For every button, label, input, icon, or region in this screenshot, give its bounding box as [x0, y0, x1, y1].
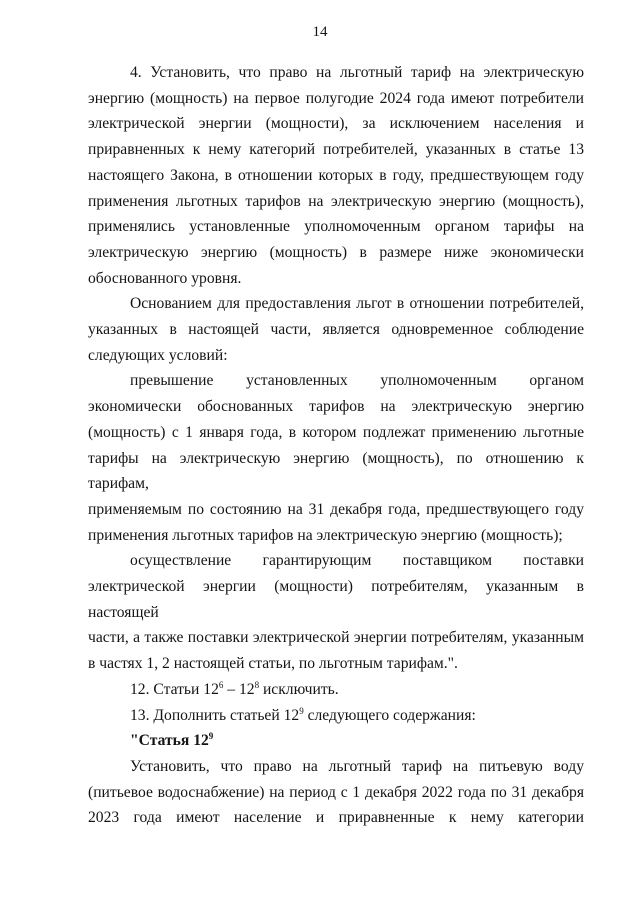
text-line: тарифы на электрическую энергию (мощность), по отношению к тарифам,: [88, 449, 584, 493]
document-body: [88, 60, 584, 831]
text-segment: "Статья 12: [130, 732, 209, 750]
text-line: электрическую энергию (мощность) в размере ниже экономически: [88, 243, 584, 261]
superscript: 6: [218, 679, 224, 690]
text-line: электрической энергии (мощности) потребителям, указанным в настоящей: [88, 578, 584, 621]
text-line: Основанием для предоставления льгот в отношении потребителей,: [130, 295, 584, 313]
text-line: настоящего Закона, в отношении которых в году, предшествующем году: [88, 166, 584, 184]
text-line: обоснованного уровня.: [88, 269, 242, 287]
paragraph-condition-2: [88, 548, 584, 677]
text-line: энергию (мощность) на первое полугодие 2024 года имеют потребители: [88, 89, 584, 107]
text-line: применялись установленные уполномоченным органом тарифы на: [88, 218, 584, 236]
article-heading: [88, 728, 584, 754]
text-line: осуществление гарантирующим поставщиком поставки: [130, 552, 584, 570]
superscript: 9: [208, 731, 214, 742]
text-line: применяемым по состоянию на 31 декабря года, предшествующего году: [88, 500, 584, 518]
paragraph-item-4: [88, 60, 584, 291]
superscript: 9: [299, 705, 304, 716]
superscript: 8: [254, 679, 260, 690]
text-segment: следующего содержания:: [303, 706, 476, 724]
text-line: (питьевое водоснабжение) на период с 1 декабря 2022 года по 31 декабря: [88, 783, 584, 801]
text-line: указанных в настоящей части, является одновременное соблюдение: [88, 321, 584, 339]
paragraph-basis: [88, 291, 584, 368]
paragraph-item-13: [88, 703, 584, 729]
text-line: в частях 1, 2 настоящей статьи, по льготным тарифам.".: [88, 655, 458, 673]
text-line: части, а также поставки электрической энергии потребителям, указанным: [88, 629, 584, 647]
paragraph-article-text: [88, 754, 584, 831]
text-line: приравненных к нему категорий потребителей, указанных в статье 13: [88, 141, 584, 159]
text-line: применения льготных тарифов на электрическую энергию (мощность),: [88, 192, 584, 210]
text-segment: 12. Статьи 12: [130, 680, 219, 698]
text-line: электрической энергии (мощности), за исключением населения и: [88, 115, 584, 133]
page-number: 14: [312, 24, 328, 40]
text-line: экономически обоснованных тарифов на электрическую энергию: [88, 398, 584, 416]
text-line: превышение установленных уполномоченным органом: [130, 372, 584, 390]
text-line: (мощность) с 1 января года, в котором подлежат применению льготные: [88, 423, 584, 441]
text-line: Установить, что право на льготный тариф на питьевую воду: [130, 757, 584, 775]
text-segment: исключить.: [259, 680, 339, 698]
text-line: следующих условий:: [88, 346, 228, 364]
text-segment: 13. Дополнить статьей 12: [130, 706, 300, 724]
text-line: применения льготных тарифов на электрическую энергию (мощность);: [88, 526, 563, 544]
text-line: 2023 года имеют население и приравненные к нему категории: [88, 809, 584, 827]
paragraph-item-12: [88, 677, 584, 703]
text-segment: – 12: [223, 680, 255, 698]
text-line: 4. Установить, что право на льготный тариф на электрическую: [130, 64, 584, 81]
paragraph-condition-1: [88, 368, 584, 548]
